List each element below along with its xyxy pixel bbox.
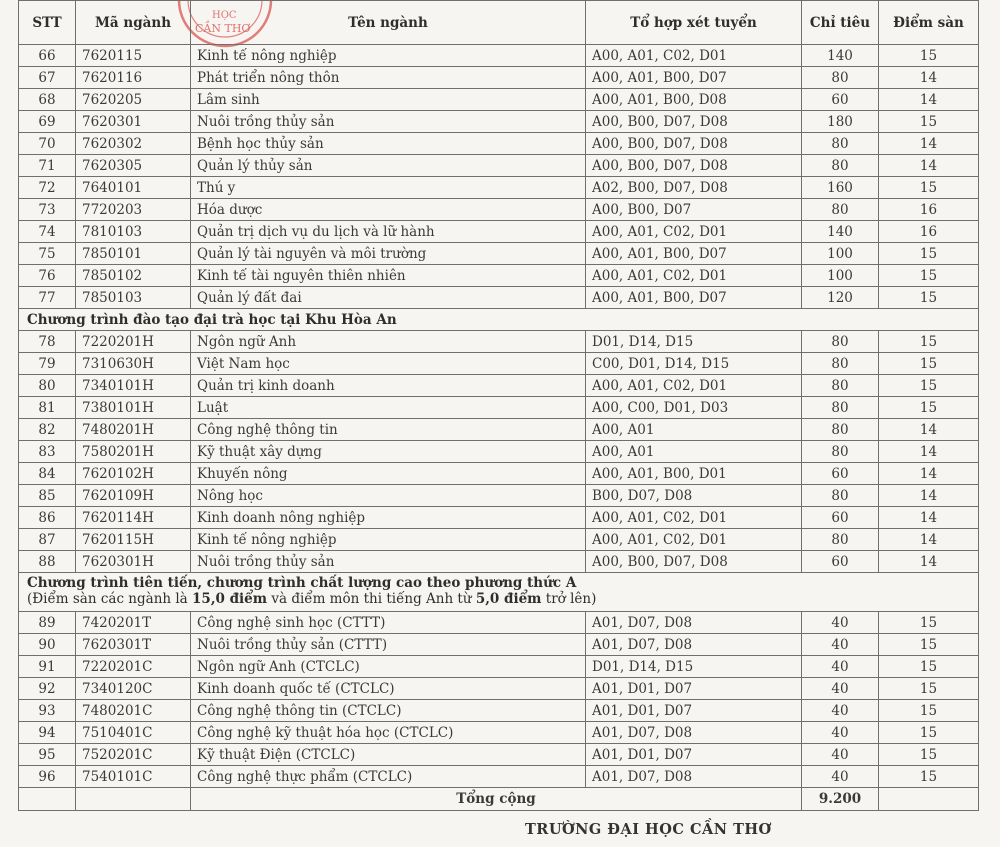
cell-name: Phát triển nông thôn — [191, 67, 586, 89]
cell-code: 7620302 — [76, 133, 191, 155]
cell-combo: A02, B00, D07, D08 — [586, 177, 802, 199]
table-row — [19, 744, 979, 766]
cell-quota: 40 — [802, 766, 879, 788]
table-row — [19, 155, 979, 177]
cell-name: Quản lý đất đai — [191, 287, 586, 309]
cell-name: Nuôi trồng thủy sản — [191, 551, 586, 573]
cell-name: Việt Nam học — [191, 353, 586, 375]
table-row — [19, 678, 979, 700]
cell-stt: 73 — [19, 199, 76, 221]
table-row — [19, 551, 979, 573]
cell-min-score: 15 — [879, 177, 979, 199]
cell-code: 7220201H — [76, 331, 191, 353]
cell-code: 7340120C — [76, 678, 191, 700]
cell-combo: A00, A01, C02, D01 — [586, 529, 802, 551]
cell-code: 7510401C — [76, 722, 191, 744]
cell-name: Thú y — [191, 177, 586, 199]
total-empty-min — [879, 788, 979, 811]
cell-combo: A00, B00, D07, D08 — [586, 155, 802, 177]
cell-stt: 80 — [19, 375, 76, 397]
table-row — [19, 133, 979, 155]
cell-combo: A01, D07, D08 — [586, 766, 802, 788]
cell-code: 7380101H — [76, 397, 191, 419]
cell-stt: 67 — [19, 67, 76, 89]
cell-code: 7480201C — [76, 700, 191, 722]
cell-min-score: 14 — [879, 441, 979, 463]
cell-quota: 40 — [802, 678, 879, 700]
cell-min-score: 15 — [879, 265, 979, 287]
cell-quota: 40 — [802, 722, 879, 744]
cell-min-score: 14 — [879, 463, 979, 485]
cell-stt: 91 — [19, 656, 76, 678]
header-min-score: Điểm sàn — [879, 1, 979, 45]
cell-stt: 78 — [19, 331, 76, 353]
total-value: 9.200 — [802, 788, 879, 811]
cell-combo: A00, A01, B00, D08 — [586, 89, 802, 111]
table-row — [19, 89, 979, 111]
table-row — [19, 375, 979, 397]
cell-name: Kinh doanh nông nghiệp — [191, 507, 586, 529]
cell-quota: 60 — [802, 551, 879, 573]
cell-name: Công nghệ sinh học (CTTT) — [191, 612, 586, 634]
table-row — [19, 722, 979, 744]
cell-quota: 140 — [802, 221, 879, 243]
cell-quota: 80 — [802, 441, 879, 463]
cell-stt: 79 — [19, 353, 76, 375]
header-code: Mã ngành — [76, 1, 191, 45]
cell-code: 7620109H — [76, 485, 191, 507]
cell-name: Quản trị dịch vụ du lịch và lữ hành — [191, 221, 586, 243]
cell-combo: A00, B00, D07, D08 — [586, 111, 802, 133]
cell-quota: 160 — [802, 177, 879, 199]
cell-name: Ngôn ngữ Anh — [191, 331, 586, 353]
note-open: (Điểm sàn các ngành là — [27, 591, 193, 607]
table-row — [19, 612, 979, 634]
group-hoa-an — [19, 331, 979, 573]
cell-quota: 40 — [802, 656, 879, 678]
cell-min-score: 14 — [879, 485, 979, 507]
cell-stt: 81 — [19, 397, 76, 419]
cell-code: 7520201C — [76, 744, 191, 766]
cell-code: 7480201H — [76, 419, 191, 441]
cell-combo: A01, D07, D08 — [586, 634, 802, 656]
group-main-campus — [19, 45, 979, 309]
cell-code: 7620102H — [76, 463, 191, 485]
signature-institution: TRƯỜNG ĐẠI HỌC CẦN THƠ — [525, 821, 772, 838]
total-label: Tổng cộng — [191, 788, 802, 811]
note-english-score: 5,0 điểm — [475, 591, 542, 607]
cell-stt: 86 — [19, 507, 76, 529]
cell-combo: A00, A01, C02, D01 — [586, 375, 802, 397]
cell-code: 7620114H — [76, 507, 191, 529]
cell-combo: B00, D07, D08 — [586, 485, 802, 507]
cell-stt: 74 — [19, 221, 76, 243]
cell-name: Nuôi trồng thủy sản (CTTT) — [191, 634, 586, 656]
cell-code: 7620305 — [76, 155, 191, 177]
cell-min-score: 15 — [879, 375, 979, 397]
svg-text:CẦN THƠ: CẦN THƠ — [195, 22, 251, 35]
table-row — [19, 441, 979, 463]
cell-min-score: 14 — [879, 155, 979, 177]
cell-code: 7620301 — [76, 111, 191, 133]
cell-min-score: 14 — [879, 507, 979, 529]
table-row — [19, 265, 979, 287]
cell-stt: 83 — [19, 441, 76, 463]
cell-combo: C00, D01, D14, D15 — [586, 353, 802, 375]
cell-code: 7620301T — [76, 634, 191, 656]
cell-combo: A00, A01, B00, D07 — [586, 67, 802, 89]
cell-name: Luật — [191, 397, 586, 419]
table-header-row — [19, 1, 979, 45]
section-title-hoa-an: Chương trình đào tạo đại trà học tại Khu Hòa An — [19, 309, 979, 331]
cell-stt: 90 — [19, 634, 76, 656]
table-row — [19, 700, 979, 722]
cell-combo: A00, A01, B00, D07 — [586, 287, 802, 309]
cell-stt: 71 — [19, 155, 76, 177]
table-row — [19, 177, 979, 199]
cell-combo: A00, B00, D07 — [586, 199, 802, 221]
table-row — [19, 111, 979, 133]
cell-quota: 60 — [802, 507, 879, 529]
cell-min-score: 15 — [879, 397, 979, 419]
header-quota: Chỉ tiêu — [802, 1, 879, 45]
cell-name: Kinh tế tài nguyên thiên nhiên — [191, 265, 586, 287]
total-row — [19, 788, 979, 811]
cell-combo: A01, D01, D07 — [586, 700, 802, 722]
cell-quota: 60 — [802, 463, 879, 485]
cell-code: 7720203 — [76, 199, 191, 221]
table-row — [19, 656, 979, 678]
cell-name: Lâm sinh — [191, 89, 586, 111]
cell-min-score: 15 — [879, 634, 979, 656]
cell-name: Kỹ thuật Điện (CTCLC) — [191, 744, 586, 766]
section-advanced-cell — [19, 573, 979, 612]
group-advanced-programs — [19, 612, 979, 788]
cell-stt: 85 — [19, 485, 76, 507]
cell-quota: 80 — [802, 353, 879, 375]
cell-stt: 77 — [19, 287, 76, 309]
cell-name: Kinh tế nông nghiệp — [191, 529, 586, 551]
cell-combo: A01, D01, D07 — [586, 744, 802, 766]
cell-min-score: 15 — [879, 243, 979, 265]
cell-name: Kỹ thuật xây dựng — [191, 441, 586, 463]
cell-code: 7810103 — [76, 221, 191, 243]
cell-name: Quản lý tài nguyên và môi trường — [191, 243, 586, 265]
cell-stt: 75 — [19, 243, 76, 265]
table-row — [19, 529, 979, 551]
note-score: 15,0 điểm — [192, 591, 268, 607]
cell-min-score: 14 — [879, 529, 979, 551]
cell-combo: A00, A01, C02, D01 — [586, 221, 802, 243]
cell-min-score: 15 — [879, 766, 979, 788]
cell-combo: A00, A01, C02, D01 — [586, 507, 802, 529]
cell-stt: 66 — [19, 45, 76, 67]
cell-min-score: 15 — [879, 287, 979, 309]
cell-min-score: 15 — [879, 45, 979, 67]
cell-code: 7850103 — [76, 287, 191, 309]
cell-quota: 80 — [802, 199, 879, 221]
cell-stt: 95 — [19, 744, 76, 766]
cell-code: 7850101 — [76, 243, 191, 265]
table-row — [19, 463, 979, 485]
section-row-advanced — [19, 573, 979, 612]
cell-min-score: 15 — [879, 353, 979, 375]
cell-combo: A00, A01, C02, D01 — [586, 45, 802, 67]
cell-code: 7310630H — [76, 353, 191, 375]
cell-name: Công nghệ thông tin — [191, 419, 586, 441]
cell-stt: 94 — [19, 722, 76, 744]
table-row — [19, 243, 979, 265]
section-note-advanced — [27, 591, 972, 607]
cell-quota: 40 — [802, 744, 879, 766]
cell-stt: 93 — [19, 700, 76, 722]
cell-code: 7340101H — [76, 375, 191, 397]
cell-combo: A00, A01, B00, D07 — [586, 243, 802, 265]
cell-quota: 80 — [802, 397, 879, 419]
cell-stt: 88 — [19, 551, 76, 573]
cell-quota: 80 — [802, 485, 879, 507]
cell-min-score: 15 — [879, 331, 979, 353]
cell-code: 7220201C — [76, 656, 191, 678]
cell-code: 7620116 — [76, 67, 191, 89]
cell-code: 7420201T — [76, 612, 191, 634]
cell-name: Nông học — [191, 485, 586, 507]
cell-quota: 40 — [802, 700, 879, 722]
table-row — [19, 45, 979, 67]
cell-min-score: 15 — [879, 656, 979, 678]
table-row — [19, 634, 979, 656]
cell-name: Ngôn ngữ Anh (CTCLC) — [191, 656, 586, 678]
admissions-table — [18, 0, 979, 811]
note-close: trở lên) — [541, 591, 597, 607]
cell-combo: A01, D07, D08 — [586, 722, 802, 744]
cell-stt: 82 — [19, 419, 76, 441]
cell-name: Quản trị kinh doanh — [191, 375, 586, 397]
cell-quota: 140 — [802, 45, 879, 67]
table-row — [19, 766, 979, 788]
table-row — [19, 397, 979, 419]
table-row — [19, 331, 979, 353]
cell-combo: A01, D07, D08 — [586, 612, 802, 634]
cell-combo: A00, A01 — [586, 419, 802, 441]
cell-name: Kinh doanh quốc tế (CTCLC) — [191, 678, 586, 700]
cell-quota: 80 — [802, 529, 879, 551]
cell-name: Quản lý thủy sản — [191, 155, 586, 177]
cell-name: Công nghệ thực phẩm (CTCLC) — [191, 766, 586, 788]
cell-code: 7620301H — [76, 551, 191, 573]
cell-combo: A00, C00, D01, D03 — [586, 397, 802, 419]
cell-name: Nuôi trồng thủy sản — [191, 111, 586, 133]
cell-min-score: 15 — [879, 111, 979, 133]
cell-min-score: 15 — [879, 722, 979, 744]
cell-quota: 40 — [802, 634, 879, 656]
cell-name: Khuyến nông — [191, 463, 586, 485]
cell-quota: 100 — [802, 243, 879, 265]
cell-stt: 84 — [19, 463, 76, 485]
cell-name: Kinh tế nông nghiệp — [191, 45, 586, 67]
cell-quota: 80 — [802, 155, 879, 177]
cell-stt: 87 — [19, 529, 76, 551]
cell-stt: 96 — [19, 766, 76, 788]
cell-quota: 40 — [802, 612, 879, 634]
cell-quota: 80 — [802, 419, 879, 441]
cell-stt: 89 — [19, 612, 76, 634]
cell-name: Công nghệ thông tin (CTCLC) — [191, 700, 586, 722]
cell-quota: 120 — [802, 287, 879, 309]
header-name: Tên ngành — [191, 1, 586, 45]
note-mid: và điểm môn thi tiếng Anh từ — [267, 591, 476, 607]
cell-min-score: 14 — [879, 89, 979, 111]
section-title-advanced: Chương trình tiên tiến, chương trình chất lượng cao theo phương thức A — [27, 575, 577, 591]
cell-code: 7640101 — [76, 177, 191, 199]
cell-combo: A00, A01 — [586, 441, 802, 463]
cell-stt: 70 — [19, 133, 76, 155]
cell-combo: A01, D01, D07 — [586, 678, 802, 700]
cell-quota: 80 — [802, 133, 879, 155]
cell-min-score: 15 — [879, 612, 979, 634]
total-empty-code — [76, 788, 191, 811]
cell-name: Công nghệ kỹ thuật hóa học (CTCLC) — [191, 722, 586, 744]
table-row — [19, 67, 979, 89]
table-row — [19, 287, 979, 309]
cell-combo: A00, A01, B00, D01 — [586, 463, 802, 485]
cell-quota: 60 — [802, 89, 879, 111]
cell-stt: 72 — [19, 177, 76, 199]
cell-quota: 80 — [802, 331, 879, 353]
table-row — [19, 199, 979, 221]
cell-stt: 68 — [19, 89, 76, 111]
svg-text:HỌC: HỌC — [212, 10, 237, 21]
table-row — [19, 507, 979, 529]
cell-combo: A00, A01, C02, D01 — [586, 265, 802, 287]
total-empty-stt — [19, 788, 76, 811]
table-row — [19, 221, 979, 243]
cell-combo: D01, D14, D15 — [586, 656, 802, 678]
cell-min-score: 16 — [879, 199, 979, 221]
cell-stt: 69 — [19, 111, 76, 133]
cell-code: 7620205 — [76, 89, 191, 111]
table-row — [19, 485, 979, 507]
cell-min-score: 14 — [879, 67, 979, 89]
cell-code: 7540101C — [76, 766, 191, 788]
cell-min-score: 14 — [879, 551, 979, 573]
cell-min-score: 16 — [879, 221, 979, 243]
cell-quota: 100 — [802, 265, 879, 287]
section-row-hoa-an — [19, 309, 979, 331]
cell-min-score: 14 — [879, 419, 979, 441]
cell-name: Hóa dược — [191, 199, 586, 221]
cell-stt: 92 — [19, 678, 76, 700]
cell-code: 7620115 — [76, 45, 191, 67]
cell-quota: 180 — [802, 111, 879, 133]
cell-combo: A00, B00, D07, D08 — [586, 551, 802, 573]
cell-combo: D01, D14, D15 — [586, 331, 802, 353]
table-row — [19, 353, 979, 375]
cell-quota: 80 — [802, 375, 879, 397]
header-combo: Tổ hợp xét tuyển — [586, 1, 802, 45]
cell-combo: A00, B00, D07, D08 — [586, 133, 802, 155]
cell-name: Bệnh học thủy sản — [191, 133, 586, 155]
cell-min-score: 15 — [879, 678, 979, 700]
cell-code: 7620115H — [76, 529, 191, 551]
cell-code: 7580201H — [76, 441, 191, 463]
cell-quota: 80 — [802, 67, 879, 89]
cell-min-score: 15 — [879, 700, 979, 722]
cell-min-score: 15 — [879, 744, 979, 766]
header-stt: STT — [19, 1, 76, 45]
cell-code: 7850102 — [76, 265, 191, 287]
cell-min-score: 14 — [879, 133, 979, 155]
table-row — [19, 419, 979, 441]
cell-stt: 76 — [19, 265, 76, 287]
